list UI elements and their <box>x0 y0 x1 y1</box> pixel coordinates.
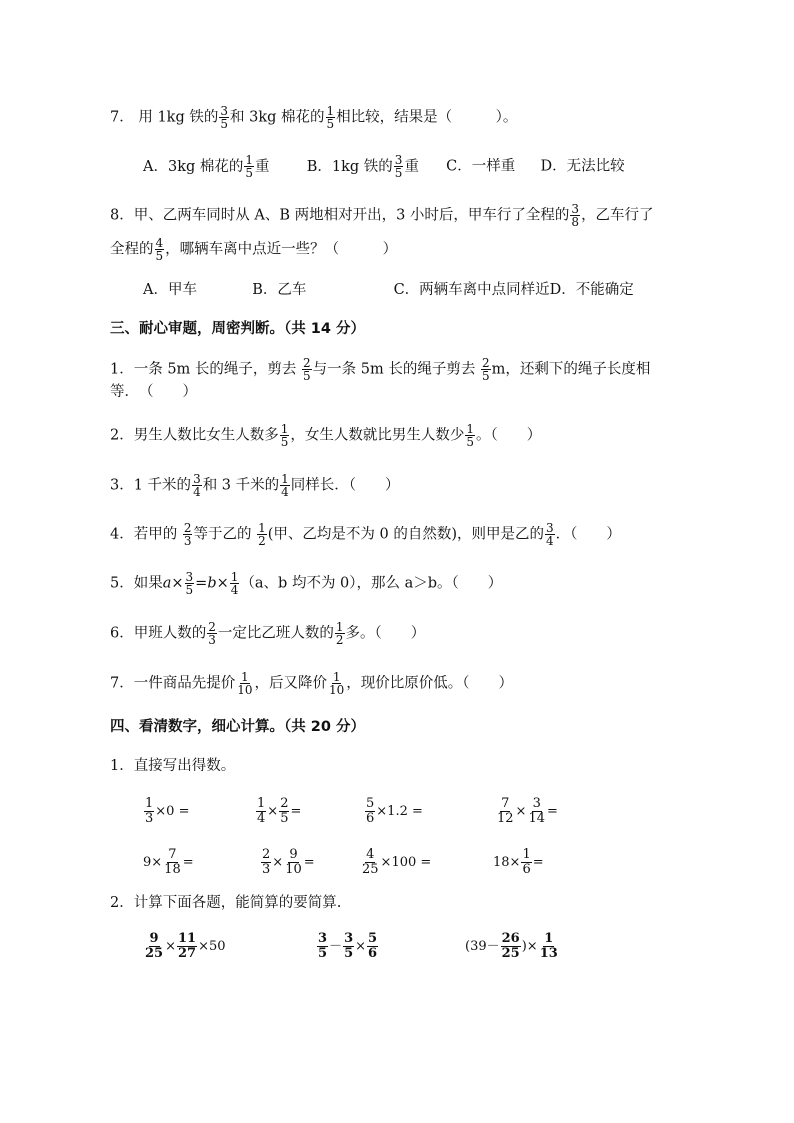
numerator: 1 <box>280 422 289 436</box>
denominator: 3 <box>262 862 271 877</box>
numerator: 1 <box>257 796 266 811</box>
numerator: 1 <box>466 422 475 436</box>
question-number: 8． <box>110 207 134 224</box>
denominator: 25 <box>362 862 379 877</box>
fraction <box>244 154 254 179</box>
text: 用 1kg 铁的 <box>138 109 219 126</box>
option-a[interactable]: A．3kg 棉花的 $\frac{1}{5}$ 重 <box>143 153 270 180</box>
denominator: 6 <box>368 946 378 961</box>
numerator: 3 <box>318 931 328 946</box>
numerator: 1 <box>332 670 341 684</box>
calc-expression-3: (39－ $\frac{26}{25}$ )× $\frac{1}{13}$ <box>465 931 558 961</box>
fraction <box>185 571 195 596</box>
judge-question-3: 3．1 千米的 $\frac{3}{4}$ 和 3 千米的 $\frac{1}{4}$ 同样长．（ ） <box>110 472 400 499</box>
numerator: 26 <box>501 931 520 946</box>
denominator: 5 <box>220 117 228 131</box>
fraction <box>317 932 328 961</box>
option-b[interactable]: B．乙车 <box>252 282 307 298</box>
judge-question-6: 6．甲班人数的 $\frac{2}{3}$ 一定比乙班人数的 $\frac{1}{2}$ 多。（ ） <box>110 620 426 647</box>
numerator: 9 <box>289 847 298 862</box>
denominator: 25 <box>145 946 164 961</box>
oral-calc-1: $\frac{1}{3}$ ×0 = <box>145 796 190 826</box>
numerator: 3 <box>532 796 541 811</box>
fraction <box>284 848 303 877</box>
question-7-mc <box>110 105 517 130</box>
fraction <box>481 357 491 382</box>
fraction <box>496 797 515 826</box>
denominator: 10 <box>237 683 253 697</box>
numerator: 7 <box>501 796 510 811</box>
oral-calc-6: $\frac{2}{3}$ × $\frac{9}{10}$ = <box>262 847 315 877</box>
numerator: 3 <box>344 931 354 946</box>
oral-calc-7: $\frac{4}{25}$ ×100 = <box>362 847 432 877</box>
fraction <box>192 473 202 498</box>
fraction <box>280 423 290 448</box>
numerator: 1 <box>544 931 554 946</box>
fraction <box>279 797 289 826</box>
fraction <box>280 473 290 498</box>
fraction <box>539 932 559 961</box>
denominator: 10 <box>329 683 345 697</box>
denominator: 12 <box>497 811 514 826</box>
fraction <box>367 932 378 961</box>
calc-question-2-title: 2．计算下面各题，能简算的要简算. <box>110 895 342 911</box>
oral-calc-3: $\frac{5}{6}$ ×1.2 = <box>366 796 423 826</box>
fraction <box>335 621 345 646</box>
numerator: 5 <box>368 931 378 946</box>
numerator: 11 <box>178 931 197 946</box>
calc-question-1-title: 1．直接写出得数。 <box>110 758 236 774</box>
denominator: 4 <box>281 485 289 499</box>
calc-expression-2: $\frac{3}{5}$ － $\frac{3}{5}$ × $\frac{5}{6}$ <box>318 931 378 961</box>
judge-question-1: 1．一条 5m 长的绳子，剪去 $\frac{2}{5}$ 与一条 5m 长的绳子剪去 $\frac{2}{5}$ m，还剩下的绳子长度相 <box>110 356 651 383</box>
question-8-line2 <box>110 237 397 262</box>
fraction <box>394 154 404 179</box>
denominator: 5 <box>481 369 490 383</box>
numerator: 3 <box>571 202 580 216</box>
denominator: 5 <box>185 583 194 597</box>
oral-calc-2: $\frac{1}{4}$ × $\frac{2}{5}$ = <box>257 796 302 826</box>
oral-calc-4: $\frac{7}{12}$ × $\frac{3}{14}$ = <box>497 796 558 826</box>
denominator: 4 <box>230 583 239 597</box>
fraction <box>326 105 336 130</box>
fraction <box>219 105 229 130</box>
option-c[interactable]: C．两辆车离中点同样近D．不能确定 <box>393 282 634 298</box>
denominator: 6 <box>366 811 375 826</box>
section-3-title: 三、耐心审题，周密判断。（共 14 分） <box>110 321 366 337</box>
numerator: 1 <box>241 670 249 684</box>
fraction <box>465 423 475 448</box>
denominator: 2 <box>335 633 344 647</box>
calc-expression-1: $\frac{9}{25}$ × $\frac{11}{27}$ ×50 <box>145 931 226 961</box>
fraction <box>261 848 271 877</box>
fraction <box>230 571 240 596</box>
denominator: 8 <box>571 215 580 229</box>
fraction <box>257 522 267 547</box>
fraction <box>545 522 555 547</box>
denominator: 5 <box>466 435 475 449</box>
denominator: 25 <box>501 946 520 961</box>
numerator: 1 <box>335 620 344 634</box>
denominator: 5 <box>344 946 354 961</box>
denominator: 18 <box>164 862 181 877</box>
judge-question-5: 5．如果a× $\frac{3}{5}$ =b× $\frac{1}{4}$ （a、b 均不为 0），那么 a＞b。（ ） <box>110 570 503 597</box>
judge-question-7: 7．一件商品先提价 $\frac{1}{10}$ ，后又降价 $\frac{1}{10}$ ，现价比原价低。（ ） <box>110 670 514 697</box>
denominator: 3 <box>208 633 216 647</box>
fraction <box>155 237 165 262</box>
denominator: 3 <box>183 534 192 548</box>
numerator: 4 <box>366 847 375 862</box>
option-a[interactable]: A．甲车 <box>143 282 197 298</box>
text: ，哪辆车离中点近一些？（ ） <box>165 241 398 258</box>
text: 全程的 <box>110 241 154 258</box>
numerator: 5 <box>366 796 375 811</box>
denominator: 5 <box>318 946 328 961</box>
denominator: 4 <box>546 534 554 548</box>
numerator: 2 <box>303 356 311 370</box>
denominator: 13 <box>539 946 558 961</box>
section-4-title: 四、看清数字，细心计算。（共 20 分） <box>110 719 366 735</box>
oral-calc-8: 18× $\frac{1}{6}$ = <box>493 847 544 877</box>
fraction <box>236 671 253 696</box>
numerator: 1 <box>281 472 289 486</box>
denominator: 4 <box>193 485 201 499</box>
option-b[interactable]: B．1kg 铁的 $\frac{3}{5}$ 重 <box>306 153 419 180</box>
denominator: 3 <box>145 811 154 826</box>
denominator: 5 <box>280 811 289 826</box>
fraction <box>501 932 521 961</box>
denominator: 5 <box>303 369 311 383</box>
numerator: 3 <box>193 472 201 486</box>
numerator: 4 <box>155 236 164 250</box>
numerator: 1 <box>258 521 266 535</box>
denominator: 5 <box>280 435 289 449</box>
numerator: 3 <box>394 153 403 167</box>
numerator: 3 <box>220 104 228 118</box>
numerator: 1 <box>522 847 531 862</box>
judge-question-2: 2．男生人数比女生人数多 $\frac{1}{5}$ ，女生人数就比男生人数少 $\frac{1}{5}$ 。（ ） <box>110 422 542 449</box>
text: 和 3kg 棉花的 <box>230 109 325 126</box>
numerator: 1 <box>230 570 239 584</box>
fraction <box>365 797 375 826</box>
denominator: 4 <box>257 811 266 826</box>
denominator: 2 <box>258 534 266 548</box>
text: ，乙车行了 <box>581 207 654 224</box>
fraction <box>144 932 164 961</box>
denominator: 10 <box>285 862 302 877</box>
fraction <box>144 797 154 826</box>
numerator: 2 <box>183 521 192 535</box>
numerator: 1 <box>245 153 254 167</box>
fraction <box>177 932 197 961</box>
fraction <box>361 848 380 877</box>
question-8-line1 <box>110 203 654 228</box>
denominator: 5 <box>155 249 164 263</box>
numerator: 1 <box>145 796 154 811</box>
question-number: 7． <box>110 109 134 126</box>
numerator: 2 <box>208 620 216 634</box>
text: 相比较，结果是（ ）。 <box>336 109 518 126</box>
fraction <box>328 671 345 696</box>
denominator: 6 <box>522 862 531 877</box>
text: 甲、乙两车同时从 A、B 两地相对开出，3 小时后，甲车行了全程的 <box>133 207 570 224</box>
fraction <box>183 522 193 547</box>
numerator: 2 <box>481 356 490 370</box>
fraction <box>302 357 312 382</box>
judge-question-4: 4．若甲的 $\frac{2}{3}$ 等于乙的 $\frac{1}{2}$ (甲、乙均是不为 0 的自然数)，则甲是乙的 $\frac{3}{4}$ ．（ ） <box>110 521 621 548</box>
option-d[interactable]: D．无法比较 <box>540 158 625 175</box>
numerator: 1 <box>326 104 335 118</box>
fraction <box>343 932 354 961</box>
oral-calc-5: 9× $\frac{7}{18}$ = <box>143 847 194 877</box>
option-c[interactable]: C．一样重 <box>446 158 516 175</box>
numerator: 2 <box>280 796 289 811</box>
fraction <box>163 848 182 877</box>
numerator: 3 <box>546 521 554 535</box>
fraction <box>570 203 580 228</box>
question-8-options <box>143 280 634 300</box>
denominator: 5 <box>245 166 254 180</box>
numerator: 2 <box>262 847 271 862</box>
fraction <box>527 797 546 826</box>
fraction <box>207 621 217 646</box>
judge-question-1-cont: 等． （ ） <box>110 384 197 400</box>
denominator: 27 <box>178 946 197 961</box>
fraction <box>256 797 266 826</box>
numerator: 3 <box>185 570 194 584</box>
fraction <box>521 848 531 877</box>
question-7-options <box>143 154 625 179</box>
denominator: 5 <box>326 117 335 131</box>
numerator: 7 <box>168 847 177 862</box>
denominator: 14 <box>528 811 545 826</box>
numerator: 9 <box>149 931 159 946</box>
denominator: 5 <box>394 166 403 180</box>
